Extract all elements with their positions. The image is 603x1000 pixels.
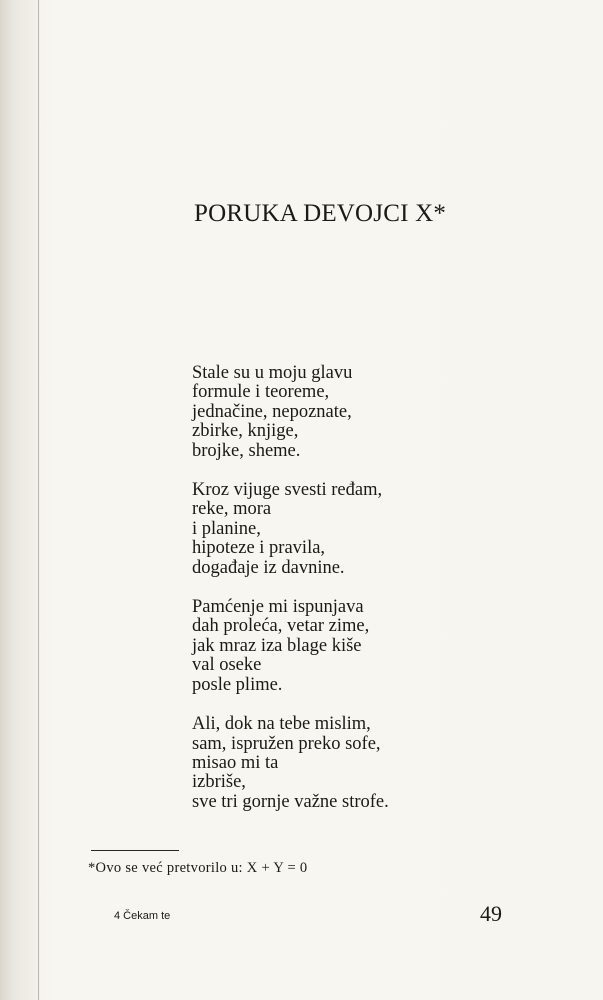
poem-line: formule i teoreme, bbox=[192, 382, 330, 403]
poem-line: sve tri gornje važne strofe. bbox=[192, 791, 389, 812]
poem-line: val oseke bbox=[192, 655, 262, 676]
poem-line: Ali, dok na tebe mislim, bbox=[192, 714, 371, 735]
signature-mark: 4 Čekam te bbox=[114, 910, 171, 922]
poem-line: Kroz vijuge svesti ređam, bbox=[192, 480, 383, 501]
poem-body bbox=[192, 364, 552, 832]
book-spine-shadow bbox=[0, 0, 40, 1000]
stanza-1 bbox=[192, 364, 552, 461]
poem-line: izbriše, bbox=[192, 772, 246, 793]
poem-line: posle plime. bbox=[192, 674, 283, 695]
stanza-2 bbox=[192, 481, 552, 578]
stanza-4 bbox=[192, 715, 552, 812]
poem-line: dah proleća, vetar zime, bbox=[192, 616, 370, 637]
poem-line: jak mraz iza blage kiše bbox=[192, 635, 362, 656]
poem-line: Stale su u moju glavu bbox=[192, 363, 353, 383]
page-edge-line bbox=[38, 0, 39, 1000]
poem-title: PORUKA DEVOJCI X* bbox=[194, 200, 447, 227]
stanza-3 bbox=[192, 598, 552, 695]
footnote-divider bbox=[91, 850, 179, 851]
poem-line: i planine, bbox=[192, 518, 261, 539]
poem-line: zbirke, knjige, bbox=[192, 421, 299, 442]
poem-line: hipoteze i pravila, bbox=[192, 538, 326, 559]
page-number: 49 bbox=[480, 901, 502, 926]
poem-line: brojke, sheme. bbox=[192, 440, 301, 461]
poem-line: sam, ispružen preko sofe, bbox=[192, 733, 381, 754]
poem-line: jednačine, nepoznate, bbox=[192, 401, 352, 422]
poem-line: reke, mora bbox=[192, 499, 272, 520]
footnote: *Ovo se već pretvorilo u: X + Y = 0 bbox=[88, 860, 308, 876]
poem-line: misao mi ta bbox=[192, 752, 279, 773]
poem-line: događaje iz davnine. bbox=[192, 557, 345, 578]
poem-line: Pamćenje mi ispunjava bbox=[192, 597, 364, 618]
